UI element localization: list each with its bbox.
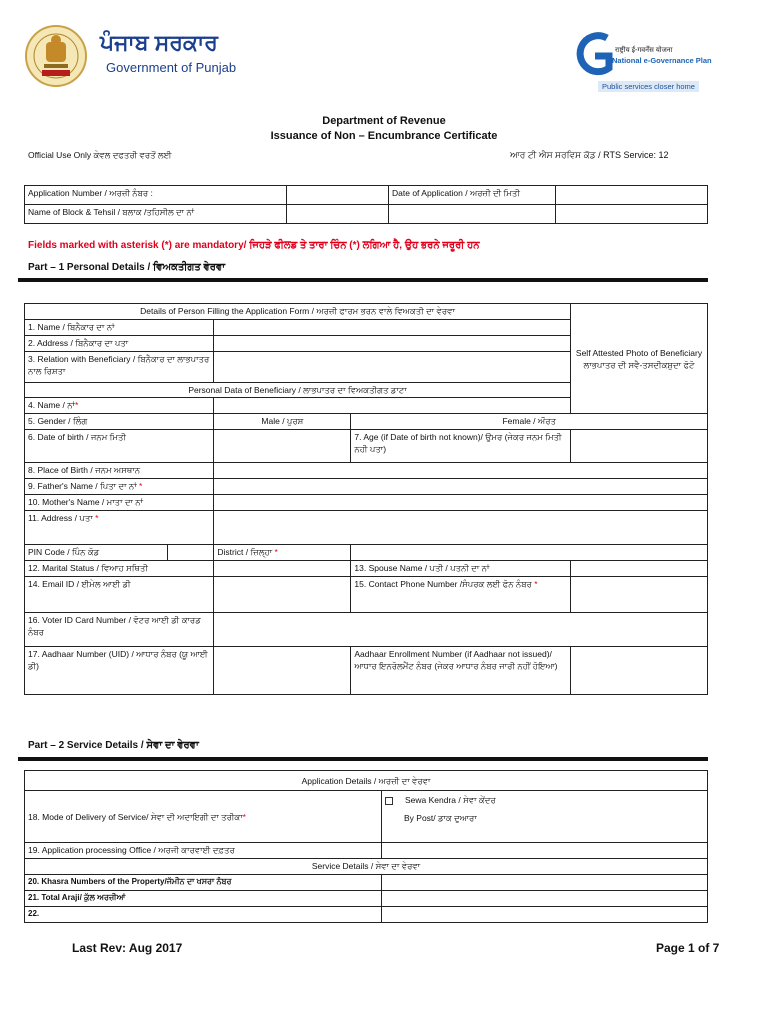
applicant-address-field[interactable] [214,336,571,352]
araji-field[interactable] [382,891,708,907]
district-field[interactable] [351,545,708,561]
field13-label: 13. Spouse Name / ਪਤੀ / ਪਤਨੀ ਦਾ ਨਾਂ [351,561,571,577]
field7-label: 7. Age (if Date of birth not known)/ ਉਮਰ (ਜੇਕਰ ਜਨਮ ਮਿਤੀ ਨਹੀ ਪਤਾ) [351,430,571,463]
processing-office-field[interactable] [382,843,708,859]
part1-heading: Part – 1 Personal Details / ਵਿਅਕਤੀਗਤ ਵੇਰਵਾ [28,262,226,273]
punjab-emblem [24,24,88,88]
field21-label: 21. Total Araji/ ਕੁੱਲ ਅਰਜ਼ੀਆਂ [25,891,382,907]
mother-name-field[interactable] [214,495,708,511]
page-number: Page 1 of 7 [656,941,720,955]
egov-tagline: Public services closer home [598,81,699,92]
spouse-name-field[interactable] [571,561,708,577]
field1-label: 1. Name / ਬਿਨੈਕਾਰ ਦਾ ਨਾਂ [25,320,214,336]
divider [18,278,708,282]
punjab-script-title: ਪੰਜਾਬ ਸਰਕਾਰ [100,30,218,55]
divider [18,757,708,761]
birth-place-field[interactable] [214,463,708,479]
last-revision: Last Rev: Aug 2017 [72,941,183,955]
document-title: Issuance of Non – Encumbrance Certificate [270,130,498,142]
relation-field[interactable] [214,352,571,383]
field15-label: 15. Contact Phone Number /ਸੰਪਰਕ ਲਈ ਫੋਨ ਨੰਬਰ * [351,577,571,613]
photo-box[interactable] [571,304,708,414]
application-info-table [24,185,708,224]
field10-label: 10. Mother's Name / ਮਾਤਾ ਦਾ ਨਾਂ [25,495,214,511]
age-field[interactable] [571,430,708,463]
field20-label: 20. Khasra Numbers of the Property/ਜੱਮੀਨ ਦਾ ਖਸਰਾ ਨੰਬਰ [25,875,382,891]
field2-label: 2. Address / ਬਿਨੈਕਾਰ ਦਾ ਪਤਾ [25,336,214,352]
app-details-header: Application Details / ਅਰਜ਼ੀ ਦਾ ਵੇਰਵਾ [25,771,708,791]
marital-status-field[interactable] [214,561,351,577]
field11-label: 11. Address / ਪਤਾ * [25,511,214,545]
khasra-field[interactable] [382,875,708,891]
aadhaar-enroll-field[interactable] [571,647,708,695]
option-post-label: By Post/ ਡਾਕ ਦੁਆਰਾ [404,813,477,823]
asterisk: * [242,811,246,822]
field19-label: 19. Application processing Office / ਅਰਜੀ ਕਾਰਵਾਈ ਦਫ਼ਤਰ [25,843,382,859]
egov-name: National e-Governance Plan [612,56,712,65]
personal-details-table [24,303,708,695]
asterisk: * [274,547,278,557]
aadhaar-field[interactable] [214,647,351,695]
applicant-name-field[interactable] [214,320,571,336]
rts-service-code: ਆਰ ਟੀ ਐਸ ਸਰਵਿਸ ਕੋਡ / RTS Service: 12 [510,150,669,160]
gender-male-option[interactable]: Male / ਪੁਰਸ਼ [214,414,351,430]
date-of-application-field[interactable] [556,186,708,205]
egov-logo [575,32,615,78]
father-name-field[interactable] [214,479,708,495]
asterisk: * [138,481,143,491]
beneficiary-name-field[interactable] [214,398,571,414]
asterisk: * [95,513,99,523]
application-number-label: Application Number / ਅਰਜ਼ੀ ਨੰਬਰ : [25,186,287,205]
checkbox-sewa-kendra[interactable] [385,797,393,805]
service-details-header: Service Details / ਸੇਵਾ ਦਾ ਵੇਰਵਾ [25,859,708,875]
pin-code-field[interactable] [168,545,214,561]
option-by-post[interactable] [404,812,704,824]
delivery-mode-options [382,791,708,843]
aadhaar-enroll-label: Aadhaar Enrollment Number (if Aadhaar not issued)/ ਆਧਾਰ ਇਨਰੋਲਮੈਂਟ ਨੰਬਰ (ਜੇਕਰ ਆਧਾਰ ਨੰਬਰ ਜਾਰੀ ਨਹੀਂ ਹੋਇਆ) [351,647,571,695]
field9-label: 9. Father's Name / ਪਿਤਾ ਦਾ ਨਾਂ * [25,479,214,495]
block-tehsil-label: Name of Block & Tehsil / ਬਲਾਕ /ਤਹਿਸੀਲ ਦਾ ਨਾਂ [25,205,287,224]
block-tehsil-field[interactable] [287,205,389,224]
district-label: District / ਜ਼ਿਲ੍ਹਾ * [214,545,351,561]
field16-label: 16. Voter ID Card Number / ਵੋਟਰ ਆਈ ਡੀ ਕਾਰਡ ਨੰਬਰ [25,613,214,647]
field6-label: 6. Date of birth / ਜਨਮ ਮਿਤੀ [25,430,214,463]
asterisk: * [534,579,538,589]
government-of-punjab: Government of Punjab [106,60,237,75]
dob-field[interactable] [214,430,351,463]
official-use-label: Official Use Only ਕੇਵਲ ਦਫਤਰੀ ਵਰਤੋਂ ਲਈ [28,150,172,160]
field22-value[interactable] [382,907,708,923]
option-sewa-kendra[interactable] [385,794,704,806]
application-number-field[interactable] [287,186,389,205]
field17-label: 17. Aadhaar Number (UID) / ਆਧਾਰ ਨੰਬਰ (ਯੂ ਆਈ ਡੀ) [25,647,214,695]
field12-label: 12. Marital Status / ਵਿਆਹ ਸਥਿਤੀ [25,561,214,577]
asterisk: * [74,400,79,410]
field4-label: 4. Name / ਨਾਂ* [25,398,214,414]
field3-label: 3. Relation with Beneficiary / ਬਿਨੈਕਾਰ ਦਾ ਲਾਭਪਾਤਰ ਨਾਲ ਰਿਸ਼ਤਾ [25,352,214,383]
phone-field[interactable] [571,577,708,613]
field8-label: 8. Place of Birth / ਜਨਮ ਅਸਥਾਨ [25,463,214,479]
part2-heading: Part – 2 Service Details / ਸੇਵਾ ਦਾ ਵੇਰਵਾ [28,740,199,751]
department-title: Department of Revenue [322,115,446,127]
beneficiary-address-field[interactable] [214,511,708,545]
personal-section-header: Personal Data of Beneficiary / ਲਾਭਪਾਤਰ ਦਾ ਵਿਅਕਤੀਗਤ ਡਾਟਾ [25,383,571,398]
field18-label: 18. Mode of Delivery of Service/ ਸੇਵਾ ਦੀ ਅਦਾਇਗੀ ਦਾ ਤਰੀਕਾ* [25,791,382,843]
email-field[interactable] [214,577,351,613]
blank-cell [556,205,708,224]
pin-code-label: PIN Code / ਪਿੰਨ ਕੋਡ [25,545,168,561]
field5-label: 5. Gender / ਲਿੰਗ [25,414,214,430]
gender-female-option[interactable]: Female / ਔਰਤ [351,414,708,430]
option-sewa-label: Sewa Kendra / ਸੇਵਾ ਕੇਂਦਰ [405,795,496,805]
voter-id-field[interactable] [214,613,708,647]
mandatory-note: Fields marked with asterisk (*) are mandatory/ ਜਿਹੜੇ ਫੀਲਡ ਤੇ ਤਾਰਾ ਚਿੰਨ (*) ਲਗਿਆ ਹੈ, ਉਹ ਭਰਨੇ ਜਰੂਰੀ ਹਨ [28,240,480,251]
service-details-table [24,770,708,923]
filler-section-header: Details of Person Filling the Application Form / ਅਰਜ਼ੀ ਫਾਰਮ ਭਰਨ ਵਾਲੇ ਵਿਅਕਤੀ ਦਾ ਵੇਰਵਾ [25,304,571,320]
blank-cell [389,205,556,224]
date-of-application-label: Date of Application / ਅਰਜ਼ੀ ਦੀ ਮਿਤੀ [389,186,556,205]
photo-label: Self Attested Photo of Beneficiary ਲਾਭਪਾਤਰ ਦੀ ਸਵੈ-ਤਸਦੀਕਸ਼ੁਦਾ ਫੋਟੋ [575,347,703,370]
field22-label: 22. [25,907,382,923]
field14-label: 14. Email ID / ਈਮੇਲ ਆਈ ਡੀ [25,577,214,613]
egov-hindi: राष्ट्रीय ई-गवर्नेंस योजना [615,47,673,54]
